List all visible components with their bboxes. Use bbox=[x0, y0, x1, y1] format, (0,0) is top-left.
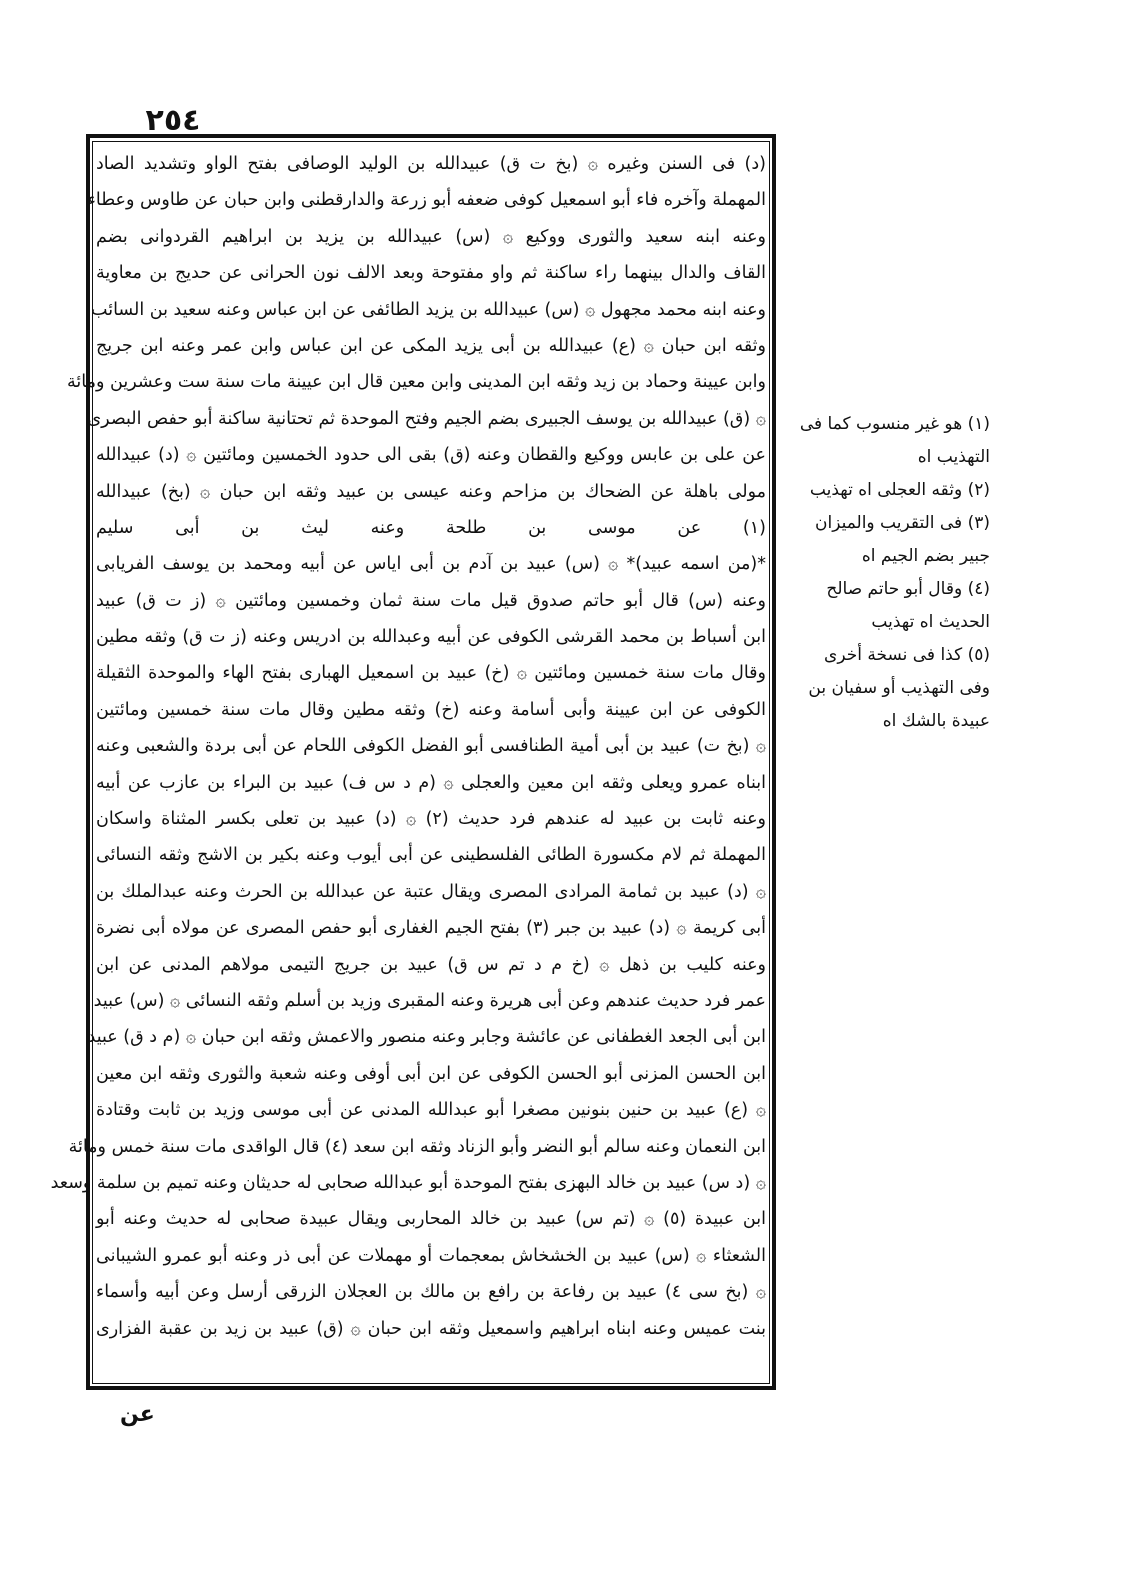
margin-note-line: (٢) وثقه العجلى اه تهذيب bbox=[809, 480, 990, 500]
text-line: الشعثاء ۞ (س) عبيد بن الخشخاش بمعجمات أو مهملات عن أبى ذر وعنه أبو عمرو الشيبانى bbox=[96, 1245, 766, 1266]
text-line: وعنه (س) قال أبو حاتم صدوق قيل مات سنة ثمان وخمسين ومائتين ۞ (ز ت ق) عبيد bbox=[96, 590, 766, 611]
text-line: ابناه عمرو ويعلى وثقه ابن معين والعجلى ۞ (م د س ف) عبيد بن البراء بن عازب عن أبيه bbox=[96, 772, 766, 793]
margin-note-line: (٣) فى التقريب والميزان bbox=[814, 513, 990, 533]
text-line: عمر فرد حديث عندهم وعن أبى هريرة وعنه المقبرى وزيد بن أسلم وثقه النسائى ۞ (س) عبيد bbox=[93, 990, 766, 1011]
text-line: وعنه كليب بن ذهل ۞ (خ م د تم س ق) عبيد بن جريج التيمى مولاهم المدنى عن ابن bbox=[96, 954, 766, 975]
margin-note-line: وفى التهذيب أو سفيان بن bbox=[808, 678, 990, 698]
margin-note-line: (٤) وقال أبو حاتم صالح bbox=[826, 579, 990, 599]
catchword: عن bbox=[120, 1402, 155, 1427]
margin-note-line: عبيدة بالشك اه bbox=[882, 711, 990, 731]
text-line: وعنه ثابت بن عبيد له عندهم فرد حديث (٢) ۞ (د) عبيد بن تعلى بكسر المثناة واسكان bbox=[96, 809, 766, 830]
margin-note-line: الحديث اه تهذيب bbox=[871, 612, 990, 632]
text-line: ابن أسباط بن محمد القرشى الكوفى عن أبيه وعبدالله بن ادريس وعنه (ز ت ق) وثقه مطين bbox=[96, 627, 766, 648]
text-line: القاف والدال بينهما راء ساكنة ثم واو مفتوحة وبعد الالف نون الحرانى عن حديج بن معاوية bbox=[96, 263, 766, 284]
page-number: ٢٥٤ bbox=[145, 103, 201, 138]
text-line: وابن عيينة وحماد بن زيد وثقه ابن المدينى وابن معين قال ابن عيينة مات سنة ست وعشرين ومائة bbox=[67, 372, 766, 393]
main-text-block bbox=[50, 146, 767, 1380]
margin-notes bbox=[790, 408, 990, 828]
text-line: بنت عميس وعنه ابناه ابراهيم واسمعيل وثقه ابن حبان ۞ (ق) عبيد بن زيد بن عقبة الفزارى bbox=[96, 1318, 766, 1339]
text-line: مولى باهلة عن الضحاك بن مزاحم وعنه عيسى بن عبيد وثقه ابن حبان ۞ (بخ) عبيدالله bbox=[96, 481, 766, 502]
text-line: (١) عن موسى بن طلحة وعنه ليث بن أبى سليم bbox=[96, 517, 766, 538]
text-line: ۞ (ع) عبيد بن حنين بنونين مصغرا أبو عبدالله المدنى عن أبى موسى وزيد بن ثابت وقتادة bbox=[96, 1100, 766, 1121]
text-line: (د) فى السنن وغيره ۞ (بخ ت ق) عبيدالله بن الوليد الوصافى بفتح الواو وتشديد الصاد bbox=[96, 154, 766, 174]
text-line: الكوفى عن ابن عيينة وأبى أسامة وعنه (خ) وثقه مطين وقال مات سنة خمسين ومائتين bbox=[96, 699, 766, 720]
text-line: عن على بن عابس ووكيع والقطان وعنه (ق) بقى الى حدود الخمسين ومائتين ۞ (د) عبيدالله bbox=[96, 445, 766, 466]
text-line: ۞ (د س) عبيد بن خالد البهزى بفتح الموحدة أبو عبدالله صحابى له حديثان وعنه تميم بن سلمة وسعد bbox=[50, 1172, 766, 1193]
text-line: وثقه ابن حبان ۞ (ع) عبيدالله بن أبى يزيد المكى عن ابن عباس وابن عمر وعنه ابن جريج bbox=[96, 335, 766, 356]
text-line: وقال مات سنة خمسين ومائتين ۞ (خ) عبيد بن اسمعيل الهبارى بفتح الهاء والموحدة الثقيلة bbox=[96, 663, 766, 684]
text-line: ۞ (د) عبيد بن ثمامة المرادى المصرى ويقال عتبة عن عبدالله بن الحرث وعنه عبدالملك بن bbox=[96, 881, 766, 902]
text-line: ۞ (بخ سى ٤) عبيد بن رفاعة بن رافع بن مالك بن العجلان الزرقى أرسل وعن أبيه وأسماء bbox=[96, 1282, 767, 1303]
text-line: ابن النعمان وعنه سالم أبو النضر وأبو الزناد وثقه ابن سعد (٤) قال الواقدى مات سنة خمس ومائة bbox=[68, 1136, 766, 1157]
margin-note-line: (١) هو غير منسوب كما فى bbox=[799, 414, 990, 434]
text-line: ۞ (بخ ت) عبيد بن أبى أمية الطنافسى أبو الفضل الكوفى اللحام عن أبى بردة والشعبى وعنه bbox=[96, 736, 766, 757]
text-line: وعنه ابنه سعيد والثورى ووكيع ۞ (س) عبيدالله بن يزيد بن ابراهيم القردوانى بضم bbox=[96, 226, 766, 247]
text-line: ابن أبى الجعد الغطفانى عن عائشة وجابر وعنه منصور والاعمش وثقه ابن حبان ۞ (م د ق) عبيد bbox=[87, 1027, 766, 1048]
text-line: *(من اسمه عبيد)* ۞ (س) عبيد بن آدم بن أبى اياس عن أبيه ومحمد بن يوسف الفريابى bbox=[96, 554, 766, 575]
text-line: المهملة ثم لام مكسورة الطائى الفلسطينى عن أبى أيوب وعنه بكير بن الاشج وثقه النسائى bbox=[96, 845, 766, 866]
margin-note-line: التهذيب اه bbox=[917, 447, 990, 467]
text-line: ابن الحسن المزنى أبو الحسن الكوفى عن ابن أبى أوفى وعنه شعبة والثورى وثقه ابن معين bbox=[96, 1063, 766, 1084]
margin-note-line: (٥) كذا فى نسخة أخرى bbox=[824, 645, 990, 665]
text-line: وعنه ابنه محمد مجهول ۞ (س) عبيدالله بن يزيد الطائفى عن ابن عباس وعنه سعيد بن السائب bbox=[91, 299, 766, 320]
text-line: أبى كريمة ۞ (د) عبيد بن جبر (٣) بفتح الجيم الغفارى أبو حفص المصرى عن مولاه أبى نضرة bbox=[96, 918, 766, 939]
text-line: المهملة وآخره فاء أبو اسمعيل كوفى ضعفه أبو زرعة والدارقطنى وابن حبان عن طاوس وعطاء bbox=[87, 190, 766, 211]
margin-note-line: جبير بضم الجيم اه bbox=[861, 546, 990, 566]
text-line: ۞ (ق) عبيدالله بن يوسف الجبيرى بضم الجيم وفتح الموحدة ثم تحتانية ساكنة أبو حفص البصرى bbox=[87, 408, 766, 429]
text-line: ابن عبيدة (٥) ۞ (تم س) عبيد بن خالد المحاربى ويقال عبيدة صحابى له حديث وعنه أبو bbox=[96, 1209, 766, 1230]
